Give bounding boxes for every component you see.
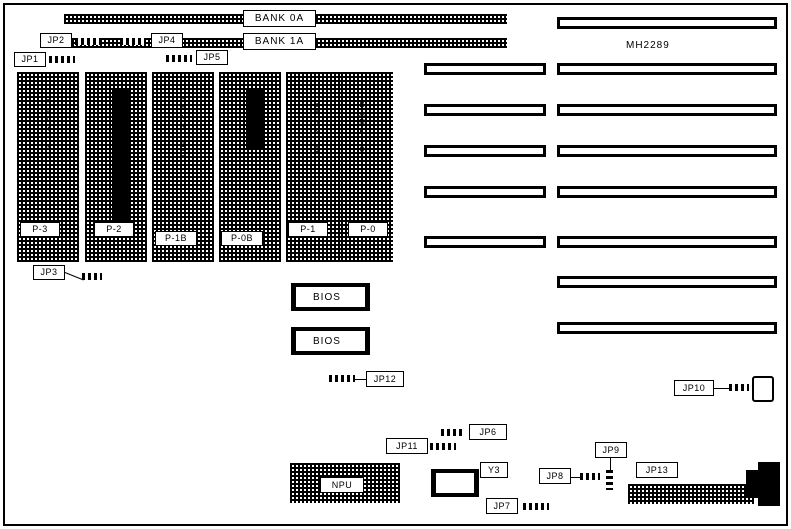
- p-3-label: P-3: [20, 222, 60, 237]
- bios-chip-1-label: BIOS: [313, 292, 341, 303]
- expansion-slot-6a: [424, 236, 546, 248]
- expansion-slot-4b: [557, 145, 777, 157]
- expansion-slot-3b: [557, 104, 777, 116]
- bank-0b-label: B A N K 0 B: [247, 95, 253, 149]
- jp7-pins[interactable]: [523, 503, 549, 510]
- p-1-label: P-1: [288, 222, 328, 237]
- expansion-slot-7: [557, 276, 777, 288]
- rear-connector-serial: [758, 462, 780, 506]
- expansion-slot-4a: [424, 145, 546, 157]
- expansion-slot-8: [557, 322, 777, 334]
- jp13-pin-header[interactable]: [628, 484, 754, 504]
- bank-0-label: B A N K 0: [359, 100, 365, 154]
- bank-1b-label: B A N K 1 B: [180, 95, 186, 158]
- jp8-pins[interactable]: [580, 473, 600, 480]
- bank-2-label: B A N K 2: [113, 98, 119, 152]
- expansion-slot-5a: [424, 186, 546, 198]
- p-0b-label: P-0B: [221, 231, 263, 246]
- bank-0a-label: BANK 0A: [243, 10, 316, 27]
- jp3-label[interactable]: JP3: [33, 265, 65, 280]
- jp11-label[interactable]: JP11: [386, 438, 428, 454]
- jp11-pins[interactable]: [430, 443, 456, 450]
- jp6-pins[interactable]: [441, 429, 465, 436]
- jp9-pins[interactable]: [606, 470, 613, 490]
- jp13-label[interactable]: JP13: [636, 462, 678, 478]
- rear-connector-keyboard: [752, 376, 774, 402]
- jp9-label[interactable]: JP9: [595, 442, 627, 458]
- jp2-label[interactable]: JP2: [40, 33, 72, 48]
- jp10-pins[interactable]: [729, 384, 749, 391]
- bank-3-label: B A N K 3: [45, 98, 51, 152]
- expansion-slot-1: [557, 17, 777, 29]
- y3-crystal: [431, 469, 479, 497]
- expansion-slot-2a: [424, 63, 546, 75]
- rear-connector-serial-neck: [746, 470, 760, 498]
- jp6-label[interactable]: JP6: [469, 424, 507, 440]
- p-1b-label: P-1B: [155, 231, 197, 246]
- y3-label: Y3: [480, 462, 508, 478]
- jp9-leader: [610, 458, 611, 470]
- jp1-pins[interactable]: [49, 56, 75, 63]
- p-2-label: P-2: [94, 222, 134, 237]
- jp7-label[interactable]: JP7: [486, 498, 518, 514]
- expansion-slot-5b: [557, 186, 777, 198]
- expansion-slot-6b: [557, 236, 777, 248]
- jp12-pins[interactable]: [329, 375, 355, 382]
- jp8-label[interactable]: JP8: [539, 468, 571, 484]
- jp10-leader: [714, 388, 730, 389]
- jp1-label[interactable]: JP1: [14, 52, 46, 67]
- p-0-label: P-0: [348, 222, 388, 237]
- jp10-label[interactable]: JP10: [674, 380, 714, 396]
- bank-1a-label: BANK 1A: [243, 33, 316, 50]
- jp3-pins[interactable]: [82, 273, 102, 280]
- jp12-label[interactable]: JP12: [366, 371, 404, 387]
- jp4-pins[interactable]: [120, 38, 146, 45]
- npu-label: NPU: [320, 477, 364, 493]
- expansion-slot-2b: [557, 63, 777, 75]
- jp5-label[interactable]: JP5: [196, 50, 228, 65]
- jp5-pins[interactable]: [166, 55, 192, 62]
- jp2-pins[interactable]: [75, 38, 101, 45]
- jp4-label[interactable]: JP4: [151, 33, 183, 48]
- expansion-slot-3a: [424, 104, 546, 116]
- chip-marking: MH2289: [626, 40, 670, 51]
- bios-chip-2-label: BIOS: [313, 336, 341, 347]
- bank-1-label: B A N K 1: [314, 100, 320, 154]
